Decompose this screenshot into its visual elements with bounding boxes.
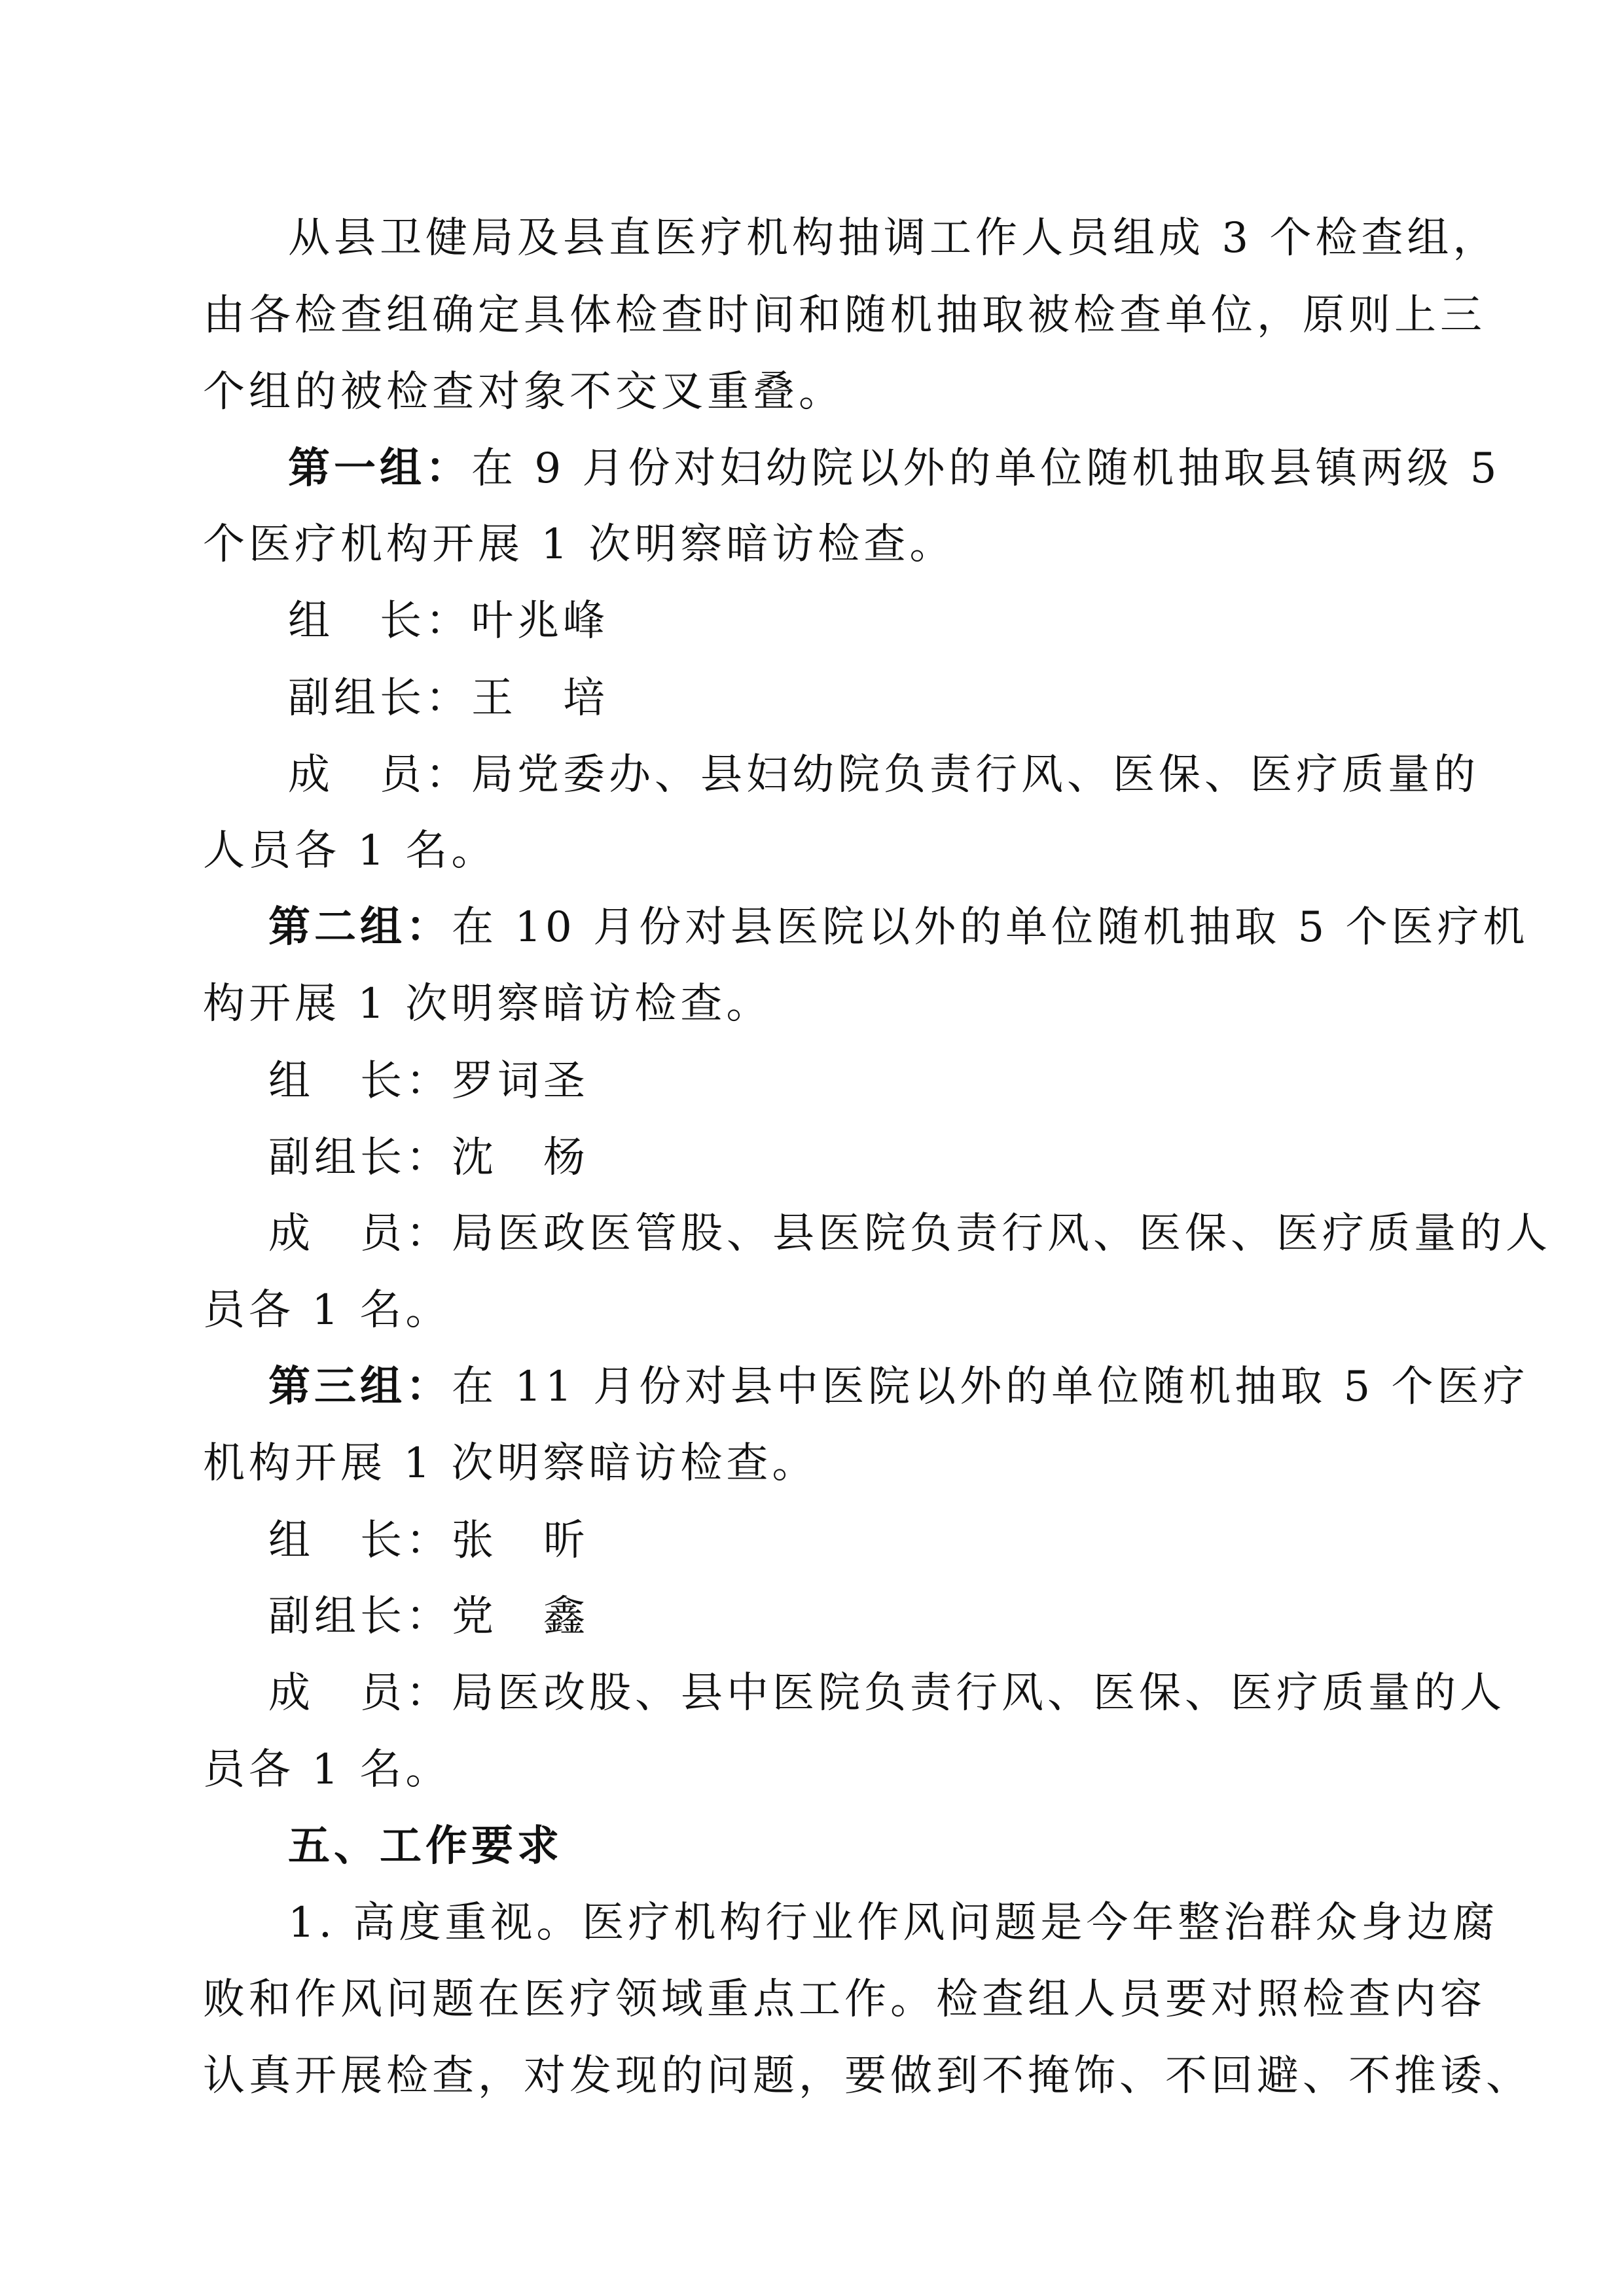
group2-text-1: 在 10 月份对县医院以外的单位随机抽取 5 个医疗机	[452, 903, 1529, 952]
group1-members-1: 成 员：局党委办、县妇幼院负责行风、医保、医疗质量的	[288, 751, 1479, 799]
group2-leader: 组 长：罗词圣	[268, 1057, 589, 1105]
group2-members-2: 员各 1 名。	[203, 1286, 452, 1335]
group3-line-1	[268, 1363, 1529, 1411]
group1-heading: 第一组：	[288, 444, 471, 493]
group2-members-1: 成 员：局医政医管股、县医院负责行风、医保、医疗质量的人	[268, 1210, 1551, 1258]
group3-deputy: 副组长：党 鑫	[268, 1592, 589, 1641]
group3-heading: 第三组：	[268, 1363, 452, 1411]
group3-text-1: 在 11 月份对县中医院以外的单位随机抽取 5 个医疗	[452, 1363, 1529, 1411]
section5-para-line-3: 认真开展检查，对发现的问题，要做到不掩饰、不回避、不推诿、	[203, 2052, 1532, 2100]
intro-line-3: 个组的被检查对象不交叉重叠。	[203, 368, 844, 416]
group1-deputy: 副组长：王 培	[288, 674, 609, 723]
group1-text-1: 在 9 月份对妇幼院以外的单位随机抽取县镇两级 5	[471, 444, 1501, 493]
group1-leader: 组 长：叶兆峰	[288, 597, 609, 645]
group1-members-2: 人员各 1 名。	[203, 827, 497, 875]
group2-deputy: 副组长：沈 杨	[268, 1134, 589, 1182]
group2-line-1	[268, 903, 1529, 952]
group3-members-1: 成 员：局医改股、县中医院负责行风、医保、医疗质量的人	[268, 1669, 1506, 1717]
group3-line-2: 机构开展 1 次明察暗访检查。	[203, 1439, 818, 1488]
group3-leader: 组 长：张 昕	[268, 1516, 589, 1565]
group2-heading: 第二组：	[268, 903, 452, 952]
group1-line-1	[288, 444, 1501, 493]
group2-line-2: 构开展 1 次明察暗访检查。	[203, 980, 772, 1028]
intro-line-2: 由各检查组确定具体检查时间和随机抽取被检查单位，原则上三	[203, 291, 1486, 340]
group1-line-2: 个医疗机构开展 1 次明察暗访检查。	[203, 520, 956, 569]
section5-heading: 五、工作要求	[288, 1822, 563, 1871]
group3-members-2: 员各 1 名。	[203, 1746, 452, 1794]
section5-para-line-1: 1. 高度重视。医疗机构行业作风问题是今年整治群众身边腐	[288, 1899, 1499, 1947]
section5-para-line-2: 败和作风问题在医疗领域重点工作。检查组人员要对照检查内容	[203, 1975, 1486, 2024]
intro-line-1: 从县卫健局及县直医疗机构抽调工作人员组成 3 个检查组，	[288, 214, 1499, 262]
